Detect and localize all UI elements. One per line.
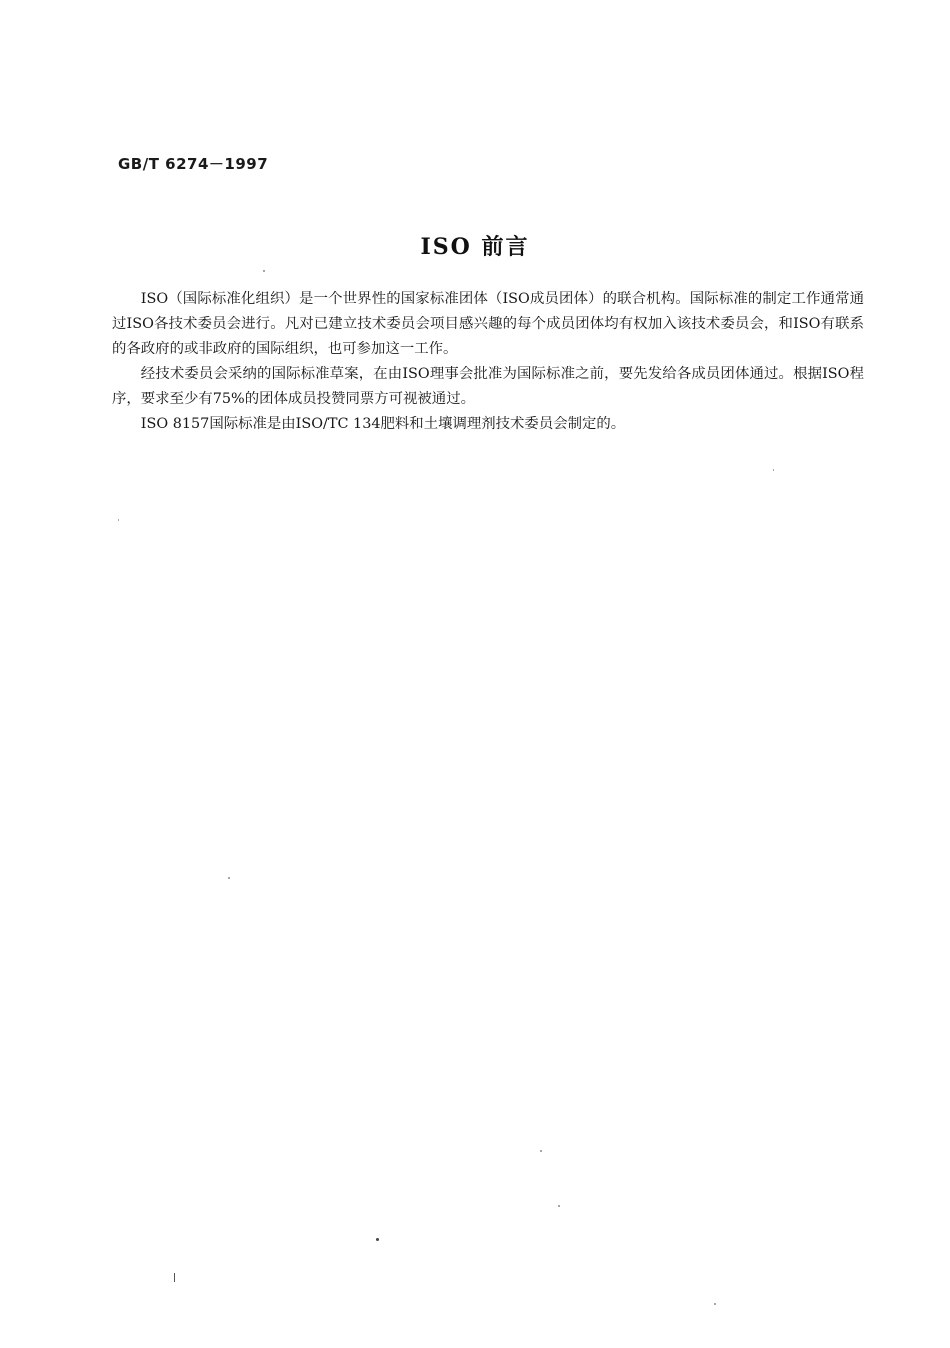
body-text xyxy=(112,287,864,437)
scan-speck xyxy=(118,519,119,521)
scan-speck xyxy=(376,1238,379,1241)
scan-speck xyxy=(714,1303,716,1305)
section-title: ISO 前言 xyxy=(420,234,530,260)
scan-speck xyxy=(558,1205,560,1207)
scan-speck xyxy=(228,877,230,879)
paragraph-iso-8157-origin: ISO 8157国际标准是由ISO/TC 134肥料和土壤调理剂技术委员会制定的。 xyxy=(140,416,626,432)
scan-speck xyxy=(263,270,265,272)
paragraph-iso-intro: ISO（国际标准化组织）是一个世界性的国家标准团体（ISO成员团体）的联合机构。国际标准的制定工作通常通过ISO各技术委员会进行。凡对已建立技术委员会项目感兴趣的每个成员团体均有权加入该技术委员会，和ISO有联系的各政府的或非政府的国际组织，也可参加这一工作。 xyxy=(112,291,864,357)
scan-speck xyxy=(540,1150,542,1152)
scan-speck xyxy=(773,469,774,471)
paragraph-approval-process: 经技术委员会采纳的国际标准草案，在由ISO理事会批准为国际标准之前，要先发给各成员团体通过。根据ISO程序，要求至少有75%的团体成员投赞同票方可视被通过。 xyxy=(112,366,864,407)
scan-speck xyxy=(174,1273,175,1282)
standard-code-header: GB/T 6274－1997 xyxy=(118,155,269,173)
